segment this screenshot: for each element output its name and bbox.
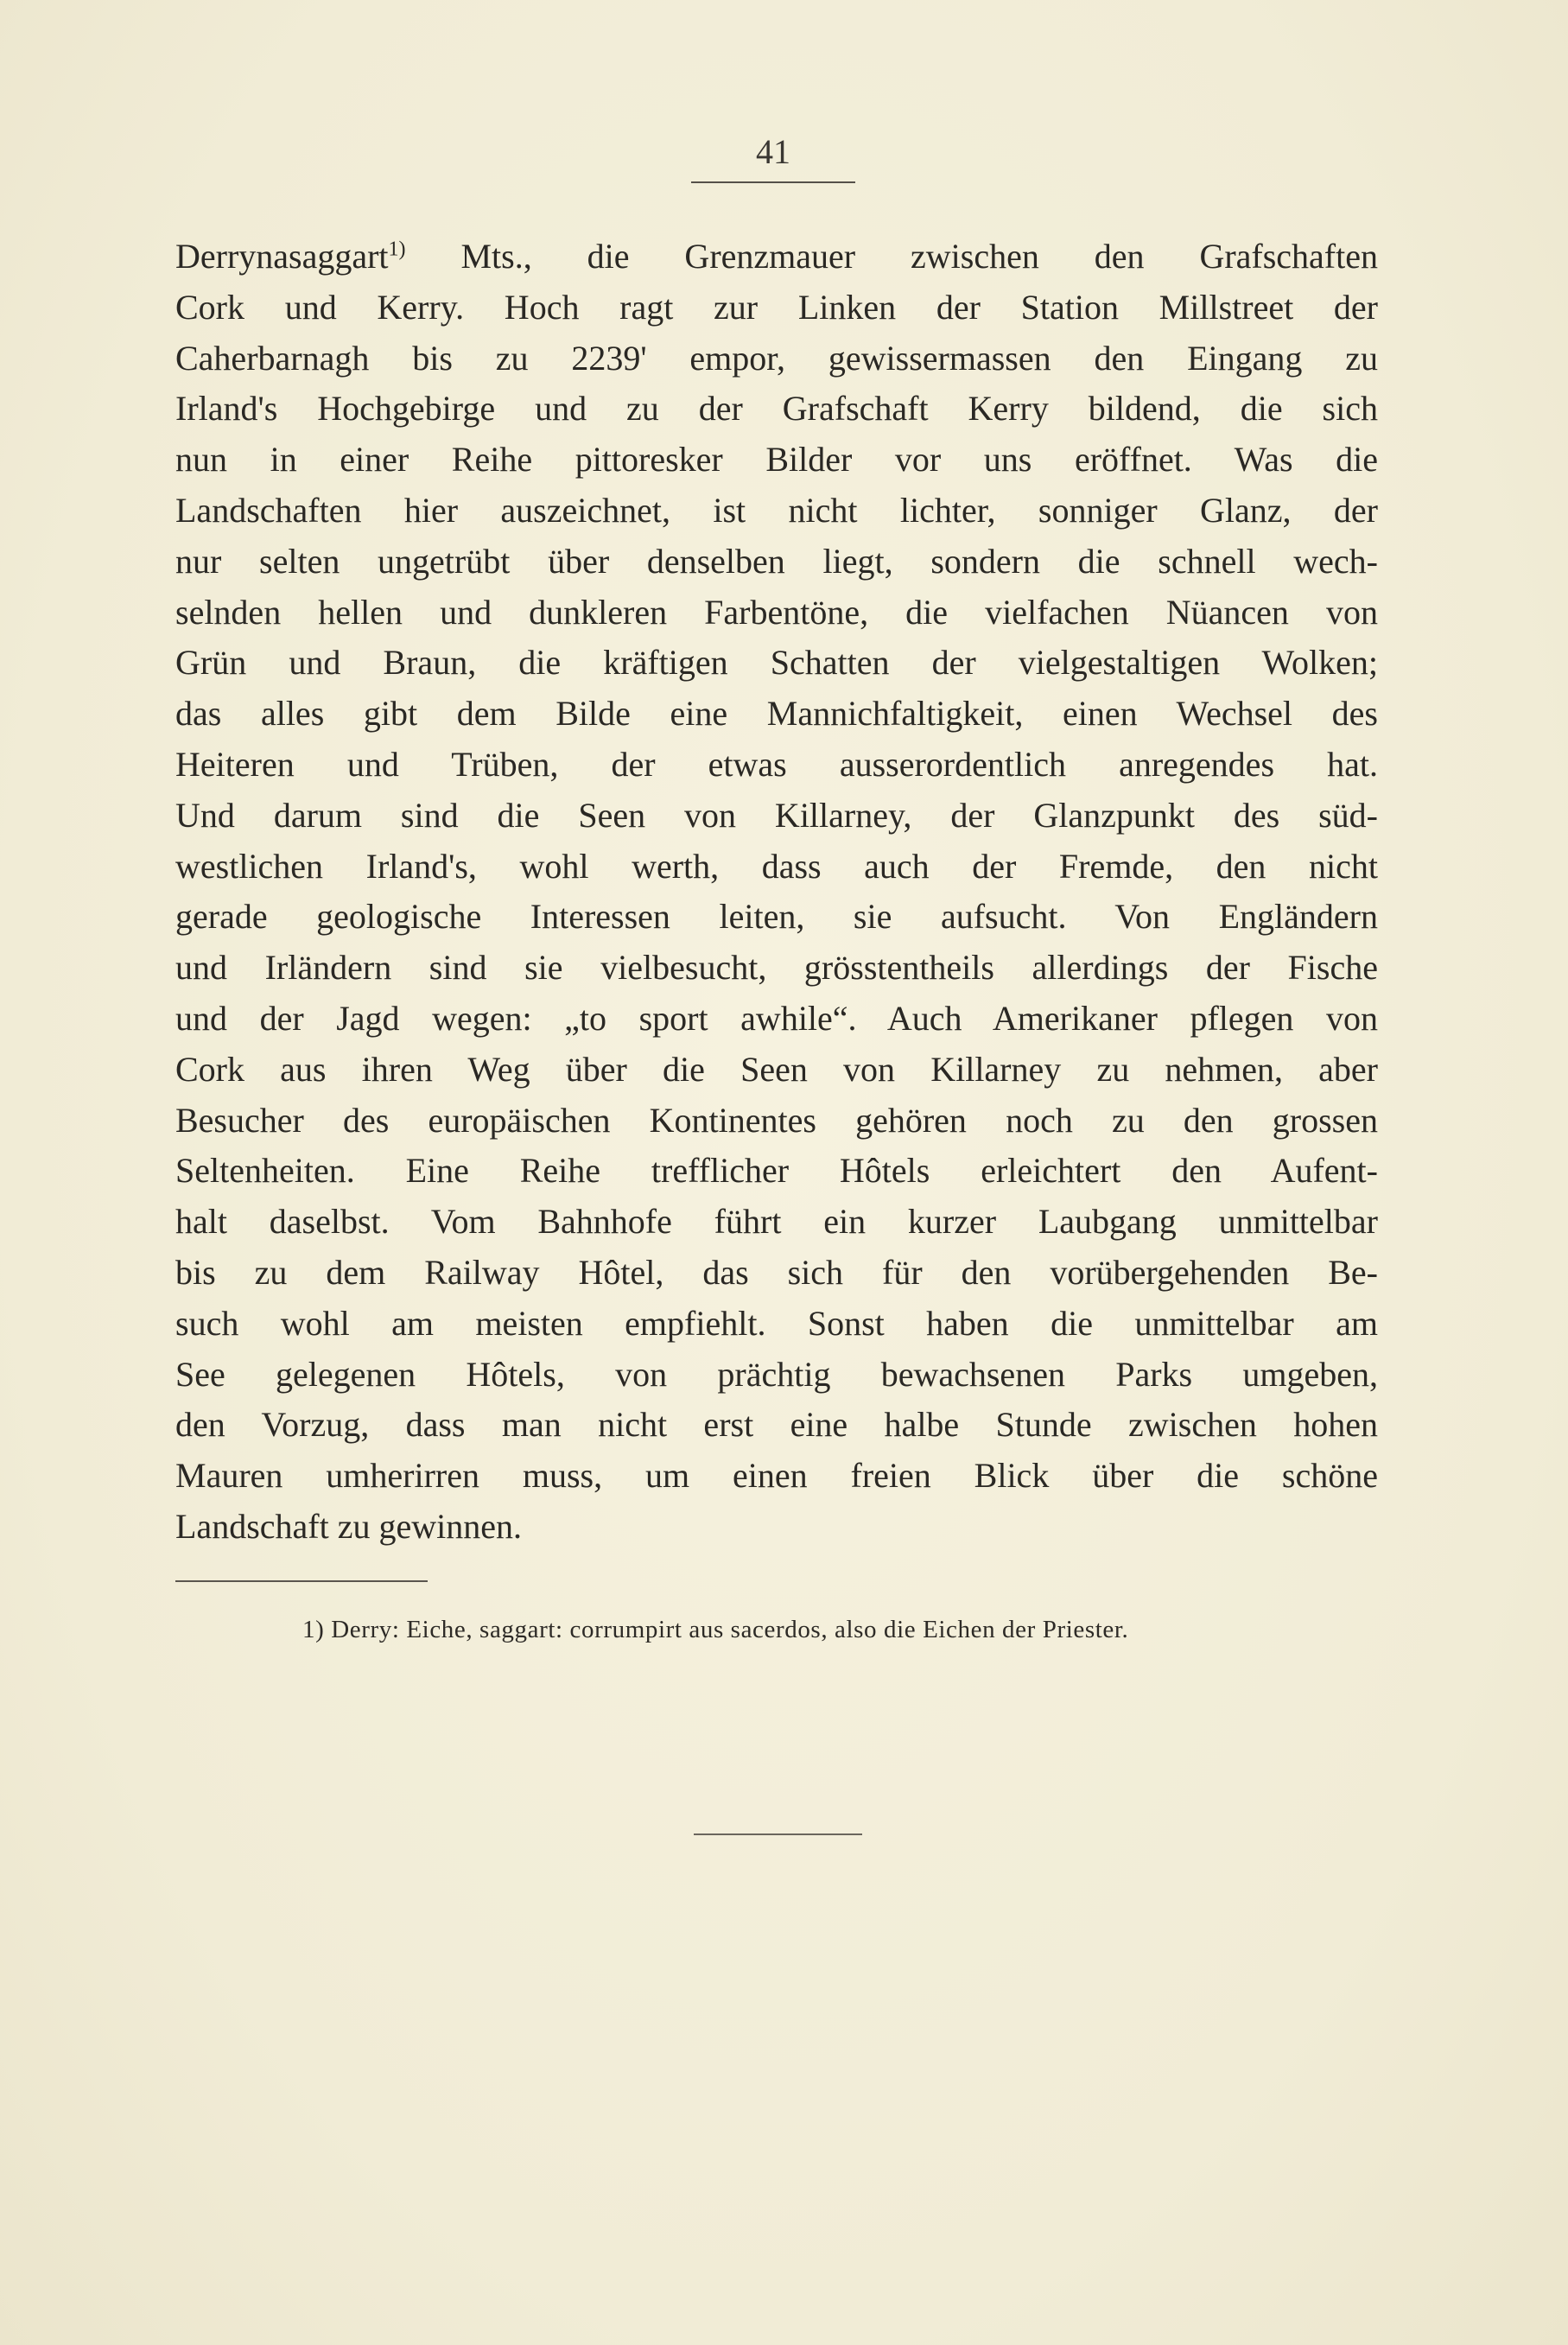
- text-segment: Derrynasaggart: [175, 237, 389, 276]
- text-line: Landschaften hier auszeichnet, ist nicht lichter, sonniger Glanz, der: [175, 490, 1378, 530]
- footnote-reference: 1): [388, 238, 406, 261]
- text-line: Und darum sind die Seen von Killarney, der Glanzpunkt des süd-: [175, 795, 1378, 835]
- text-line: Grün und Braun, die kräftigen Schatten der vielgestaltigen Wolken;: [175, 643, 1378, 683]
- text-line: nun in einer Reihe pittoresker Bilder vor uns eröffnet. Was die: [175, 440, 1378, 480]
- text-line: den Vorzug, dass man nicht erst eine halbe Stunde zwischen hohen: [175, 1405, 1378, 1445]
- text-line: Cork aus ihren Weg über die Seen von Killarney zu nehmen, aber: [175, 1049, 1378, 1089]
- footnote-rule: [175, 1580, 428, 1582]
- text-line: westlichen Irland's, wohl werth, dass auch der Fremde, den nicht: [175, 846, 1378, 886]
- text-line: und der Jagd wegen: „to sport awhile“. Auch Amerikaner pflegen von: [175, 998, 1378, 1038]
- text-line: Seltenheiten. Eine Reihe trefflicher Hôtels erleichtert den Aufent-: [175, 1151, 1378, 1191]
- text-line: selnden hellen und dunkleren Farbentöne, die vielfachen Nüancen von: [175, 592, 1378, 632]
- text-line: und Irländern sind sie vielbesucht, grösstentheils allerdings der Fische: [175, 948, 1378, 988]
- text-line: nur selten ungetrübt über denselben liegt, sondern die schnell wech-: [175, 541, 1378, 581]
- text-line: [175, 232, 1378, 283]
- text-line: Caherbarnagh bis zu 2239' empor, gewissermassen den Eingang zu: [175, 338, 1378, 378]
- text-line: Cork und Kerry. Hoch ragt zur Linken der Station Millstreet der: [175, 287, 1378, 327]
- text-line: such wohl am meisten empfiehlt. Sonst haben die unmittelbar am: [175, 1303, 1378, 1343]
- text-line: gerade geologische Interessen leiten, sie aufsucht. Von Engländern: [175, 897, 1378, 937]
- footnote: 1) Derry: Eiche, saggart: corrumpirt aus sacerdos, also die Eichen der Priester.: [302, 1616, 1129, 1643]
- page-number: 41: [756, 132, 790, 171]
- text-segment: Mts., die Grenzmauer zwischen den Grafschaften: [405, 237, 1378, 276]
- end-rule: [694, 1833, 862, 1835]
- text-line: halt daselbst. Vom Bahnhofe führt ein kurzer Laubgang unmittelbar: [175, 1202, 1378, 1242]
- text-line: Landschaft zu gewinnen.: [175, 1506, 522, 1546]
- text-line: See gelegenen Hôtels, von prächtig bewachsenen Parks umgeben,: [175, 1354, 1378, 1394]
- text-line: Mauren umherirren muss, um einen freien Blick über die schöne: [175, 1456, 1378, 1496]
- header-rule: [691, 181, 855, 183]
- text-line: Irland's Hochgebirge und zu der Grafschaft Kerry bildend, die sich: [175, 389, 1378, 429]
- body-text: [175, 232, 1378, 1553]
- text-line: bis zu dem Railway Hôtel, das sich für den vorübergehenden Be-: [175, 1252, 1378, 1292]
- text-line: Heiteren und Trüben, der etwas ausserordentlich anregendes hat.: [175, 744, 1378, 784]
- text-line: das alles gibt dem Bilde eine Mannichfaltigkeit, einen Wechsel des: [175, 694, 1378, 734]
- text-line: Besucher des europäischen Kontinentes gehören noch zu den grossen: [175, 1100, 1378, 1140]
